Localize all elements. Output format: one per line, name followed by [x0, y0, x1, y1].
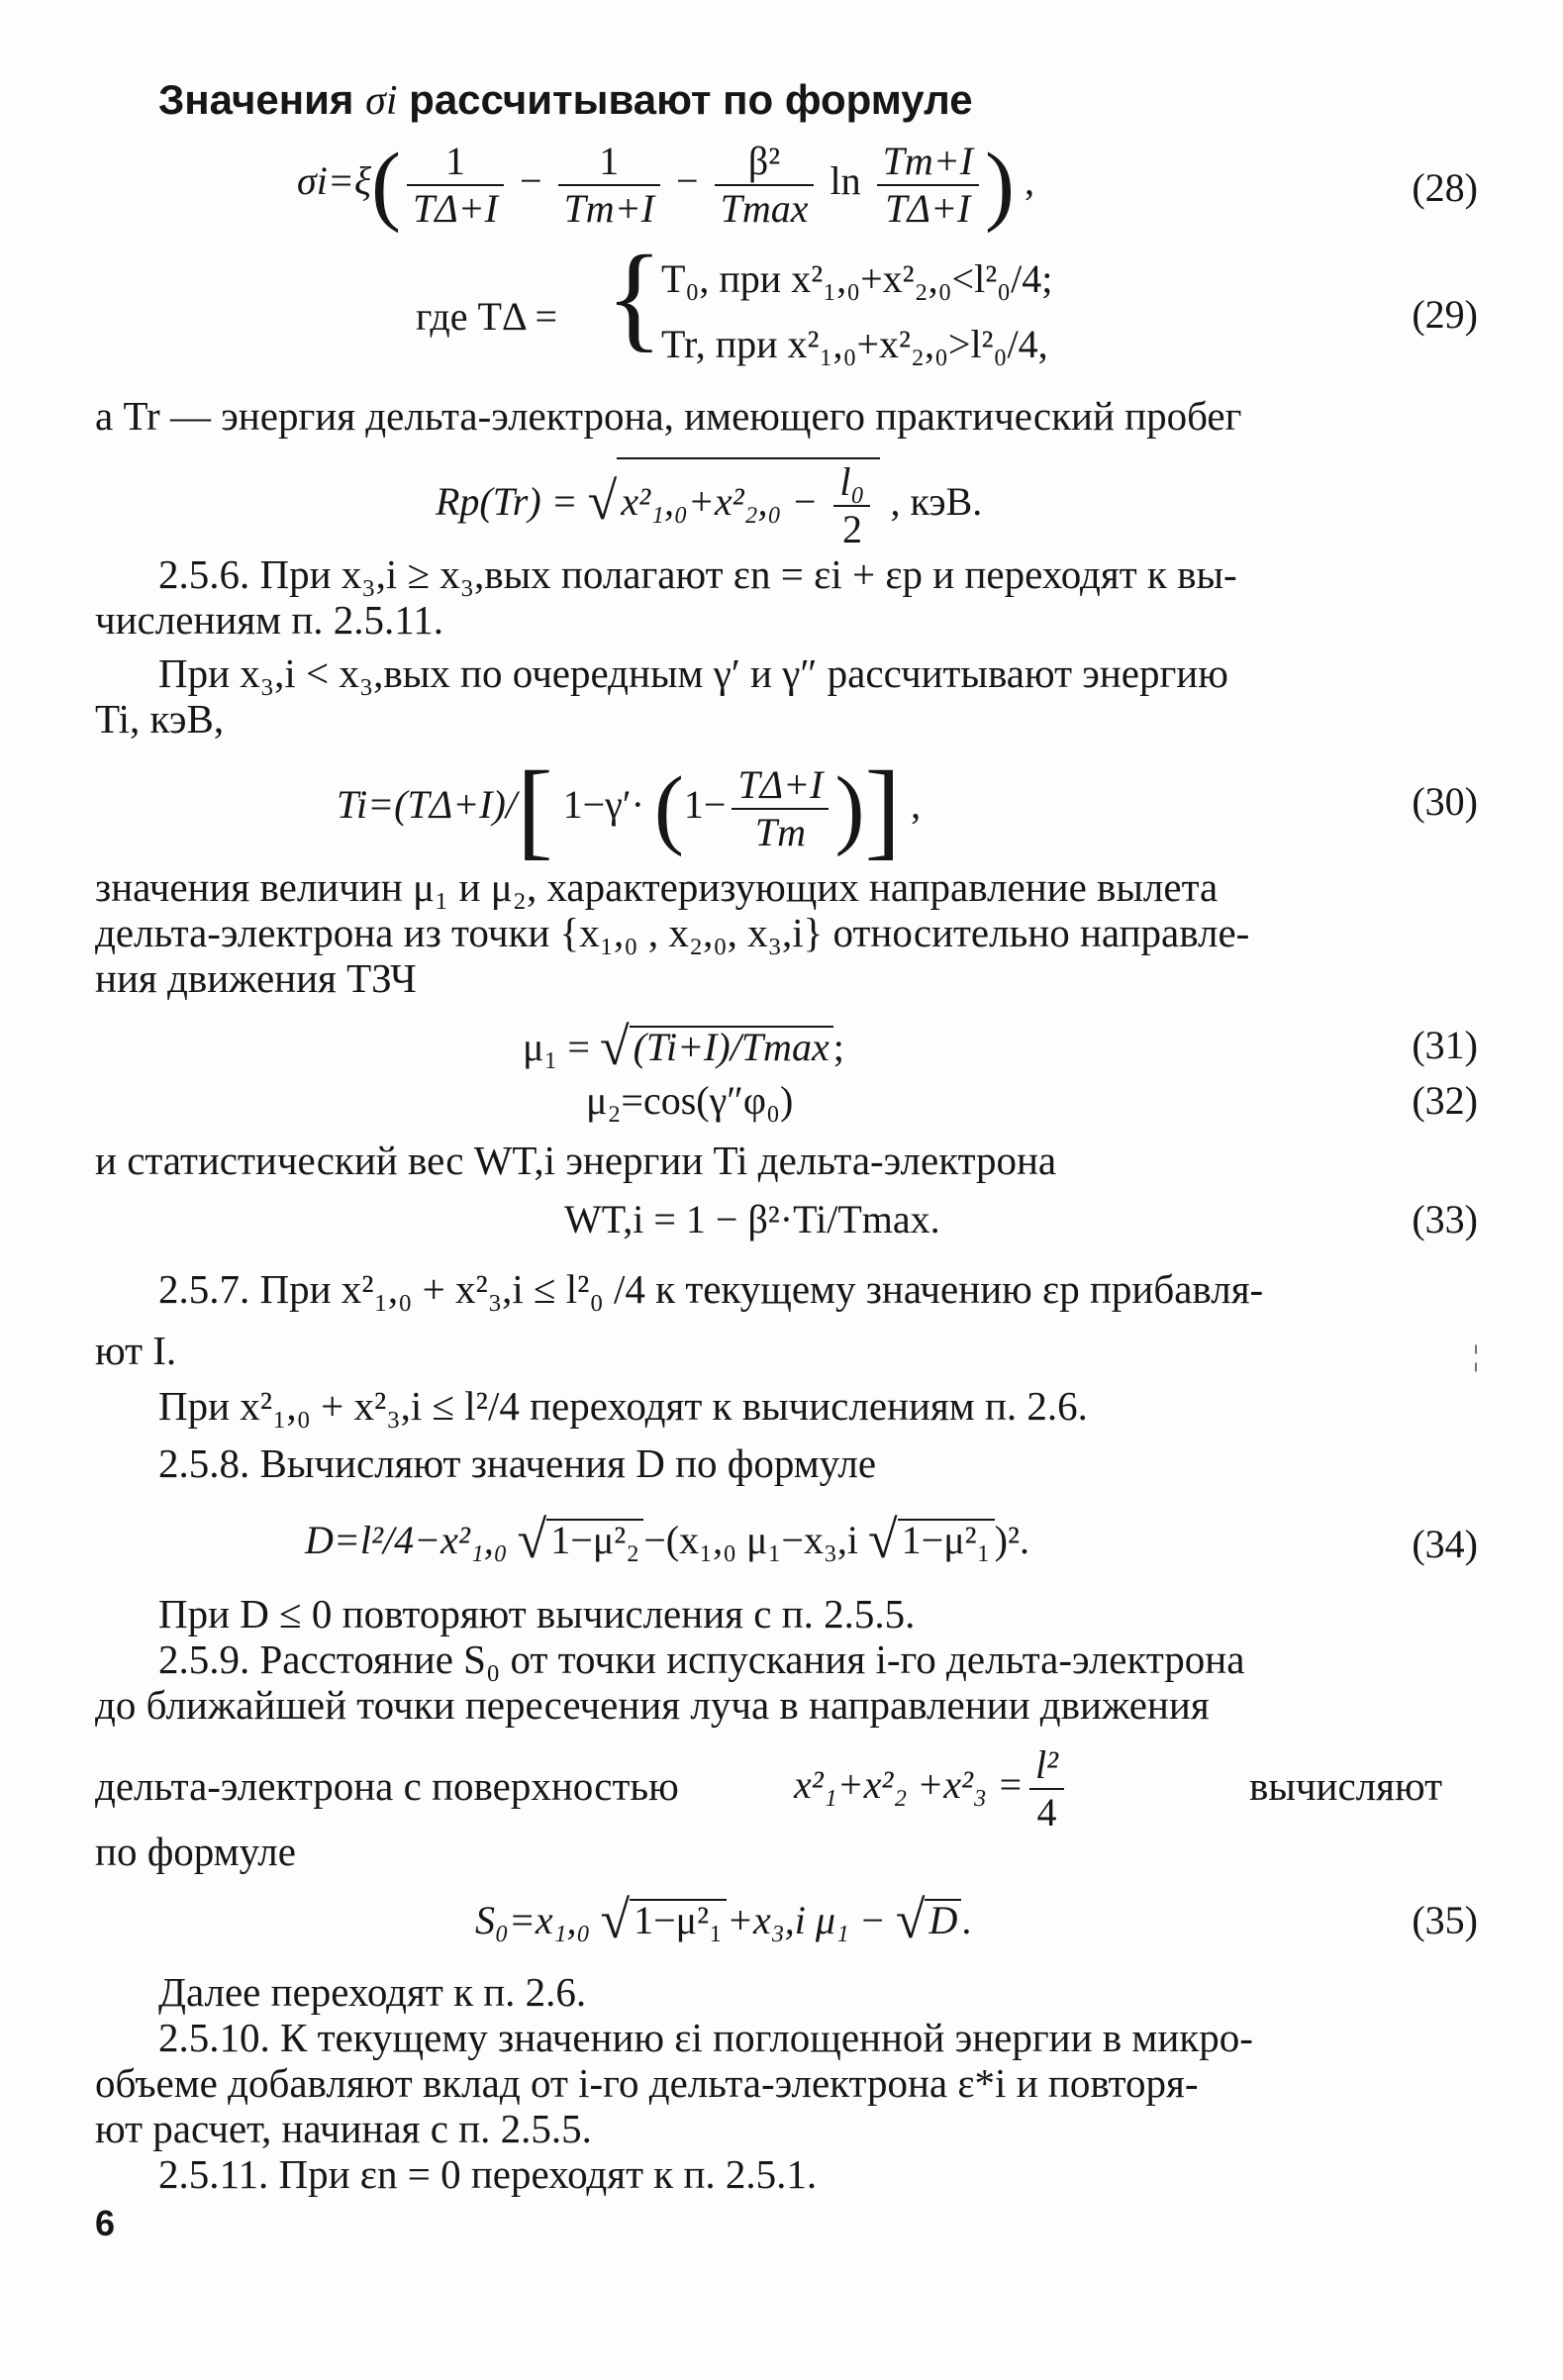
equation-32: μ₂=cos(γ″φ₀) [586, 1078, 794, 1123]
eq30-lhs: Ti=(TΔ+I)/ [337, 782, 517, 828]
equation-34: D=l²/4−x²₁,₀ √ 1−μ²₂ −(x₁,₀ μ₁−x₃,i √ 1−μ²₁ )². [305, 1510, 1029, 1569]
eq29-lhs-text: где TΔ = [416, 294, 558, 339]
eq28-number: (28) [1412, 165, 1478, 210]
eq28-frac1-den: TΔ+I [412, 186, 498, 231]
eq30-tail: , [911, 782, 922, 828]
eq35-mid: +x₃,i μ₁ − [727, 1898, 886, 1942]
paragraph-d-negative: При D ≤ 0 повторяют вычисления с п. 2.5.5. [158, 1591, 916, 1636]
eq34-mid: −(x₁,₀ μ₁−x₃,i [643, 1518, 859, 1562]
paragraph-258: 2.5.8. Вычисляют значения D по формуле [158, 1440, 877, 1486]
eq34-radicand1: 1−μ²₂ [546, 1519, 643, 1560]
equation-35: S₀=x₁,₀ √ 1−μ²₁ +x₃,i μ₁ − √ D . [475, 1890, 972, 1949]
paragraph-259-surface-eq [794, 1742, 1070, 1835]
eq31-tail: ; [832, 1025, 844, 1069]
paragraph-2510-line1: 2.5.10. К текущему значению εi поглощенной энергии в микро- [158, 2015, 1253, 2060]
paragraph-next: Далее переходят к п. 2.6. [158, 1969, 587, 2015]
paragraph-259-line3-right: вычисляют [1249, 1763, 1442, 1809]
eq34-lhs: D=l²/4−x²₁,₀ [305, 1518, 508, 1562]
eq34-radicand2: 1−μ²₁ [898, 1519, 995, 1560]
paragraph-257-line3: При x²₁,₀ + x²₃,i ≤ l²/4 переходят к вычислениям п. 2.6. [158, 1383, 1088, 1429]
eq34-number: (34) [1412, 1522, 1478, 1566]
eq-rp-frac-den: 2 [841, 507, 862, 551]
eq28-ln: ln [830, 158, 861, 204]
equation-rp: Rp(Tr) = √ x²₁,₀+x²₂,₀ − $\frac{\text{l₀}}{2}$ , кэВ. [436, 459, 983, 551]
eq32-number: (32) [1412, 1078, 1478, 1123]
heading-prefix: Значения [158, 76, 354, 123]
paragraph-259-line3-left: дельта-электрона с поверхностью [95, 1763, 679, 1809]
eq-rp-lhs: Rp(Tr) = [436, 479, 578, 525]
paragraph-256-line2: числениям п. 2.5.11. [95, 597, 444, 643]
eq34-tail: )². [994, 1518, 1029, 1562]
eq28-frac2-den: Tm+I [563, 186, 655, 231]
eq29-lhs [416, 294, 558, 339]
eq35-radicand2: D [928, 1898, 958, 1942]
eq33-number: (33) [1412, 1197, 1478, 1241]
paragraph-weight: и статистический вес WT,i энергии Ti дельта-электрона [95, 1138, 1057, 1183]
paragraph-2511: 2.5.11. При εn = 0 переходят к п. 2.5.1. [158, 2151, 818, 2197]
eq31-lhs: μ₁ = [523, 1025, 590, 1069]
paragraph-259-line4: по формуле [95, 1829, 296, 1874]
paragraph-257-line2: ют I. [95, 1328, 177, 1373]
eq30-one: 1− [683, 782, 727, 828]
eq31-radicand: (Ti+I)/Tmax [633, 1025, 830, 1069]
paragraph-mu-line1: значения величин μ₁ и μ₂, характеризующих направление вылета [95, 864, 1219, 910]
paragraph-2510-line3: ют расчет, начиная с п. 2.5.5. [95, 2106, 592, 2151]
paragraph-256-line1: 2.5.6. При x₃,i ≥ x₃,вых полагают εn = εi + εp и переходят к вы- [158, 551, 1237, 597]
eq28-frac3-den: Tmax [720, 186, 809, 231]
eq30-frac-den: Tm [754, 810, 807, 854]
eq29-number: (29) [1412, 292, 1478, 337]
surface-eq-den: 4 [1036, 1790, 1057, 1835]
equation-31: μ₁ = √ (Ti+I)/Tmax ; [523, 1017, 844, 1076]
eq35-tail: . [961, 1898, 972, 1942]
paragraph-tr: а Tr — энергия дельта-электрона, имеющего практический пробег [95, 393, 1242, 439]
paragraph-259-line2: до ближайшей точки пересечения луча в направлении движения [95, 1682, 1210, 1728]
equation-28: σi=ξ( $\frac{1}{T\Delta+I}$ − $\frac{1}{Tm+I}$ − $\frac{\text{β²}}{Tmax}$ ln $\frac{Tm+I}{T\Delta+I}$ ) , [297, 136, 1035, 234]
eq29-case2: Tr, при x²₁,₀+x²₂,₀>l²₀/4, [661, 322, 1048, 366]
surface-eq-lhs: x²₁+x²₂ +x²₃ = [794, 1762, 1024, 1808]
paragraph-256-line4: Ti, кэВ, [95, 696, 225, 742]
eq30-number: (30) [1412, 779, 1478, 824]
eq28-frac4-num: Tm+I [882, 139, 974, 183]
paragraph-257-line1: 2.5.7. При x²₁,₀ + x²₃,i ≤ l²₀ /4 к текущему значению εp прибавля- [158, 1266, 1264, 1312]
margin-mark: ¦ [1473, 1339, 1480, 1372]
heading-symbol: σi [365, 78, 398, 124]
intro-heading [158, 76, 973, 124]
eq30-frac-num: TΔ+I [737, 762, 824, 807]
surface-eq-num: l² [1034, 1742, 1059, 1787]
paragraph-mu-line3: ния движения ТЗЧ [95, 955, 417, 1001]
eq31-number: (31) [1412, 1023, 1478, 1067]
eq28-frac2-num: 1 [558, 139, 660, 186]
eq35-lhs: S₀=x₁,₀ [475, 1898, 591, 1942]
page-number: 6 [95, 2203, 116, 2243]
heading-suffix: рассчитывают по формуле [397, 76, 973, 123]
eq29-case1: T₀, при x²₁,₀+x²₂,₀<l²₀/4; [661, 256, 1053, 301]
eq28-frac3-num: β² [715, 139, 815, 186]
paragraph-2510-line2: объеме добавляют вклад от i-го дельта-электрона ε*i и повторя- [95, 2060, 1199, 2106]
paragraph-256-line3: При x₃,i < x₃,вых по очередным γ′ и γ″ рассчитывают энергию [158, 650, 1228, 696]
equation-33: WT,i = 1 − β²·Ti/Tmax. [564, 1197, 940, 1241]
eq-rp-frac-num: l₀ [839, 459, 865, 504]
eq35-number: (35) [1412, 1898, 1478, 1942]
eq35-radicand1: 1−μ²₁ [630, 1899, 727, 1940]
paragraph-mu-line2: дельта-электрона из точки {x₁,₀ , x₂,₀, x₃,i} относительно направле- [95, 910, 1250, 955]
eq28-frac1-num: 1 [407, 139, 504, 186]
eq-rp-radicand: x²₁,₀+x²₂,₀ − [621, 479, 819, 525]
eq30-inner: 1−γ′· [562, 782, 644, 828]
eq-rp-unit: , кэВ. [890, 479, 983, 525]
eq28-frac4-den: TΔ+I [885, 186, 971, 231]
eq29-brace: { [606, 231, 663, 362]
eq28-lhs: σi=ξ [297, 158, 371, 204]
equation-30: Ti=(TΔ+I)/[ 1−γ′· (1− $\frac{T\Delta+I}{Tm}$ )] , [337, 748, 922, 869]
paragraph-259-line1: 2.5.9. Расстояние S₀ от точки испускания i-го дельта-электрона [158, 1636, 1245, 1682]
